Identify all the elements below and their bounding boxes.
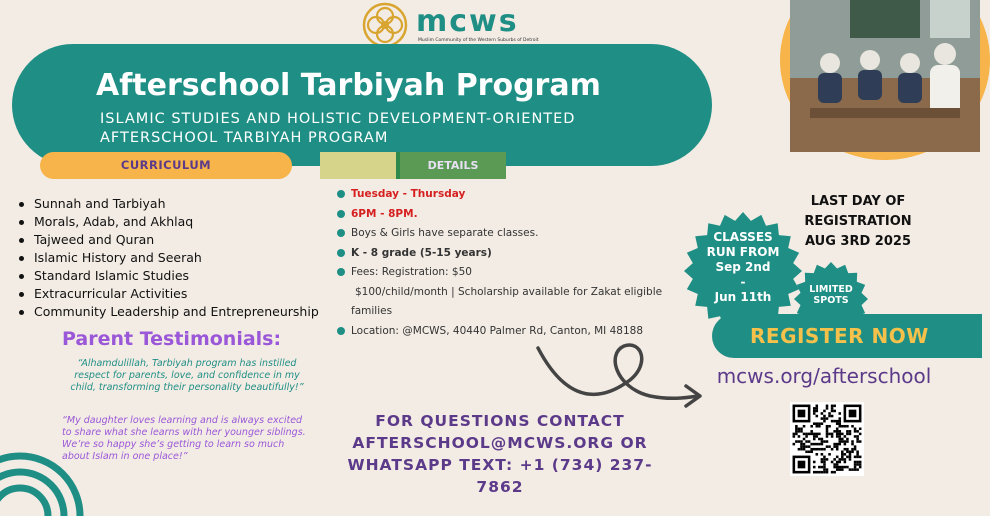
contact-line-1: FOR QUESTIONS CONTACT [375, 412, 625, 430]
decorative-arcs-icon [0, 426, 80, 516]
testimonials-title: Parent Testimonials: [62, 328, 282, 350]
registration-url-link[interactable]: mcws.org/afterschool [716, 364, 932, 388]
logo-subtitle: Muslim Community of the Western Suburbs of Detroit [418, 38, 539, 43]
bullet-icon [337, 268, 345, 276]
bullet-icon [337, 210, 345, 218]
details-fees-monthly: $100/child/month | Scholarship available for Zakat eligible [355, 285, 663, 298]
register-now-button[interactable]: REGISTER NOW [712, 314, 982, 358]
details-days: Tuesday - Thursday [337, 185, 687, 205]
bullet-icon [337, 190, 345, 198]
arrow-icon [520, 330, 710, 430]
list-item: Islamic History and Seerah [18, 249, 319, 267]
curriculum-label: CURRICULUM [40, 152, 292, 179]
contact-whatsapp[interactable]: WHATSAPP TEXT: +1 (734) 237-7862 [347, 456, 653, 496]
details-time: 6PM - 8PM. [337, 205, 687, 225]
qr-code-icon[interactable] [790, 402, 864, 476]
curriculum-list [18, 195, 319, 321]
contact-email[interactable]: AFTERSCHOOL@MCWS.ORG OR [352, 434, 648, 452]
classes-run-badge: CLASSES RUN FROM Sep 2nd - Jun 11th [706, 230, 780, 304]
details-fees-families: families [351, 305, 393, 317]
details-list [337, 185, 687, 341]
deadline-line-1: LAST DAY OF REGISTRATION [804, 194, 912, 229]
bullet-icon [337, 229, 345, 237]
list-item: Tajweed and Quran [18, 231, 319, 249]
classroom-illustration [780, 0, 990, 160]
details-separate: Boys & Girls have separate classes. [337, 224, 687, 244]
bullet-icon [337, 249, 345, 257]
page-title: Afterschool Tarbiyah Program [96, 68, 601, 103]
limited-spots-badge: LIMITED SPOTS [809, 284, 853, 306]
logo-wordmark: mcws [416, 4, 519, 39]
mcws-logo [362, 2, 542, 46]
testimonial-quote-1: “Alhamdulillah, Tarbiyah program has instilled respect for parents, love, and confidence in my child, transforming their personality beautifully!” [70, 358, 304, 393]
list-item: Sunnah and Tarbiyah [18, 195, 319, 213]
details-fees: Fees: Registration: $50 [337, 263, 687, 283]
testimonial-quote-2: “My daughter loves learning and is always excited to share what she learns with her younger siblings. We’re so happy she’s getting to learn so much about Islam in one place!” [62, 415, 306, 462]
list-item: Extracurricular Activities [18, 285, 319, 303]
details-label-pill [320, 152, 506, 179]
list-item: Standard Islamic Studies [18, 267, 319, 285]
list-item: Morals, Adab, and Akhlaq [18, 213, 319, 231]
page-subtitle: ISLAMIC STUDIES AND HOLISTIC DEVELOPMENT-ORIENTED AFTERSCHOOL TARBIYAH PROGRAM [100, 111, 576, 146]
mcws-logo-icon [362, 2, 408, 48]
details-grades: K - 8 grade (5-15 years) [337, 244, 687, 264]
deadline-line-2: AUG 3RD 2025 [805, 234, 911, 249]
details-label: DETAILS [400, 152, 506, 179]
list-item: Community Leadership and Entrepreneurship [18, 303, 319, 321]
bullet-icon [337, 327, 345, 335]
details-location: Location: @MCWS, 40440 Palmer Rd, Canton, MI 48188 [337, 322, 687, 342]
